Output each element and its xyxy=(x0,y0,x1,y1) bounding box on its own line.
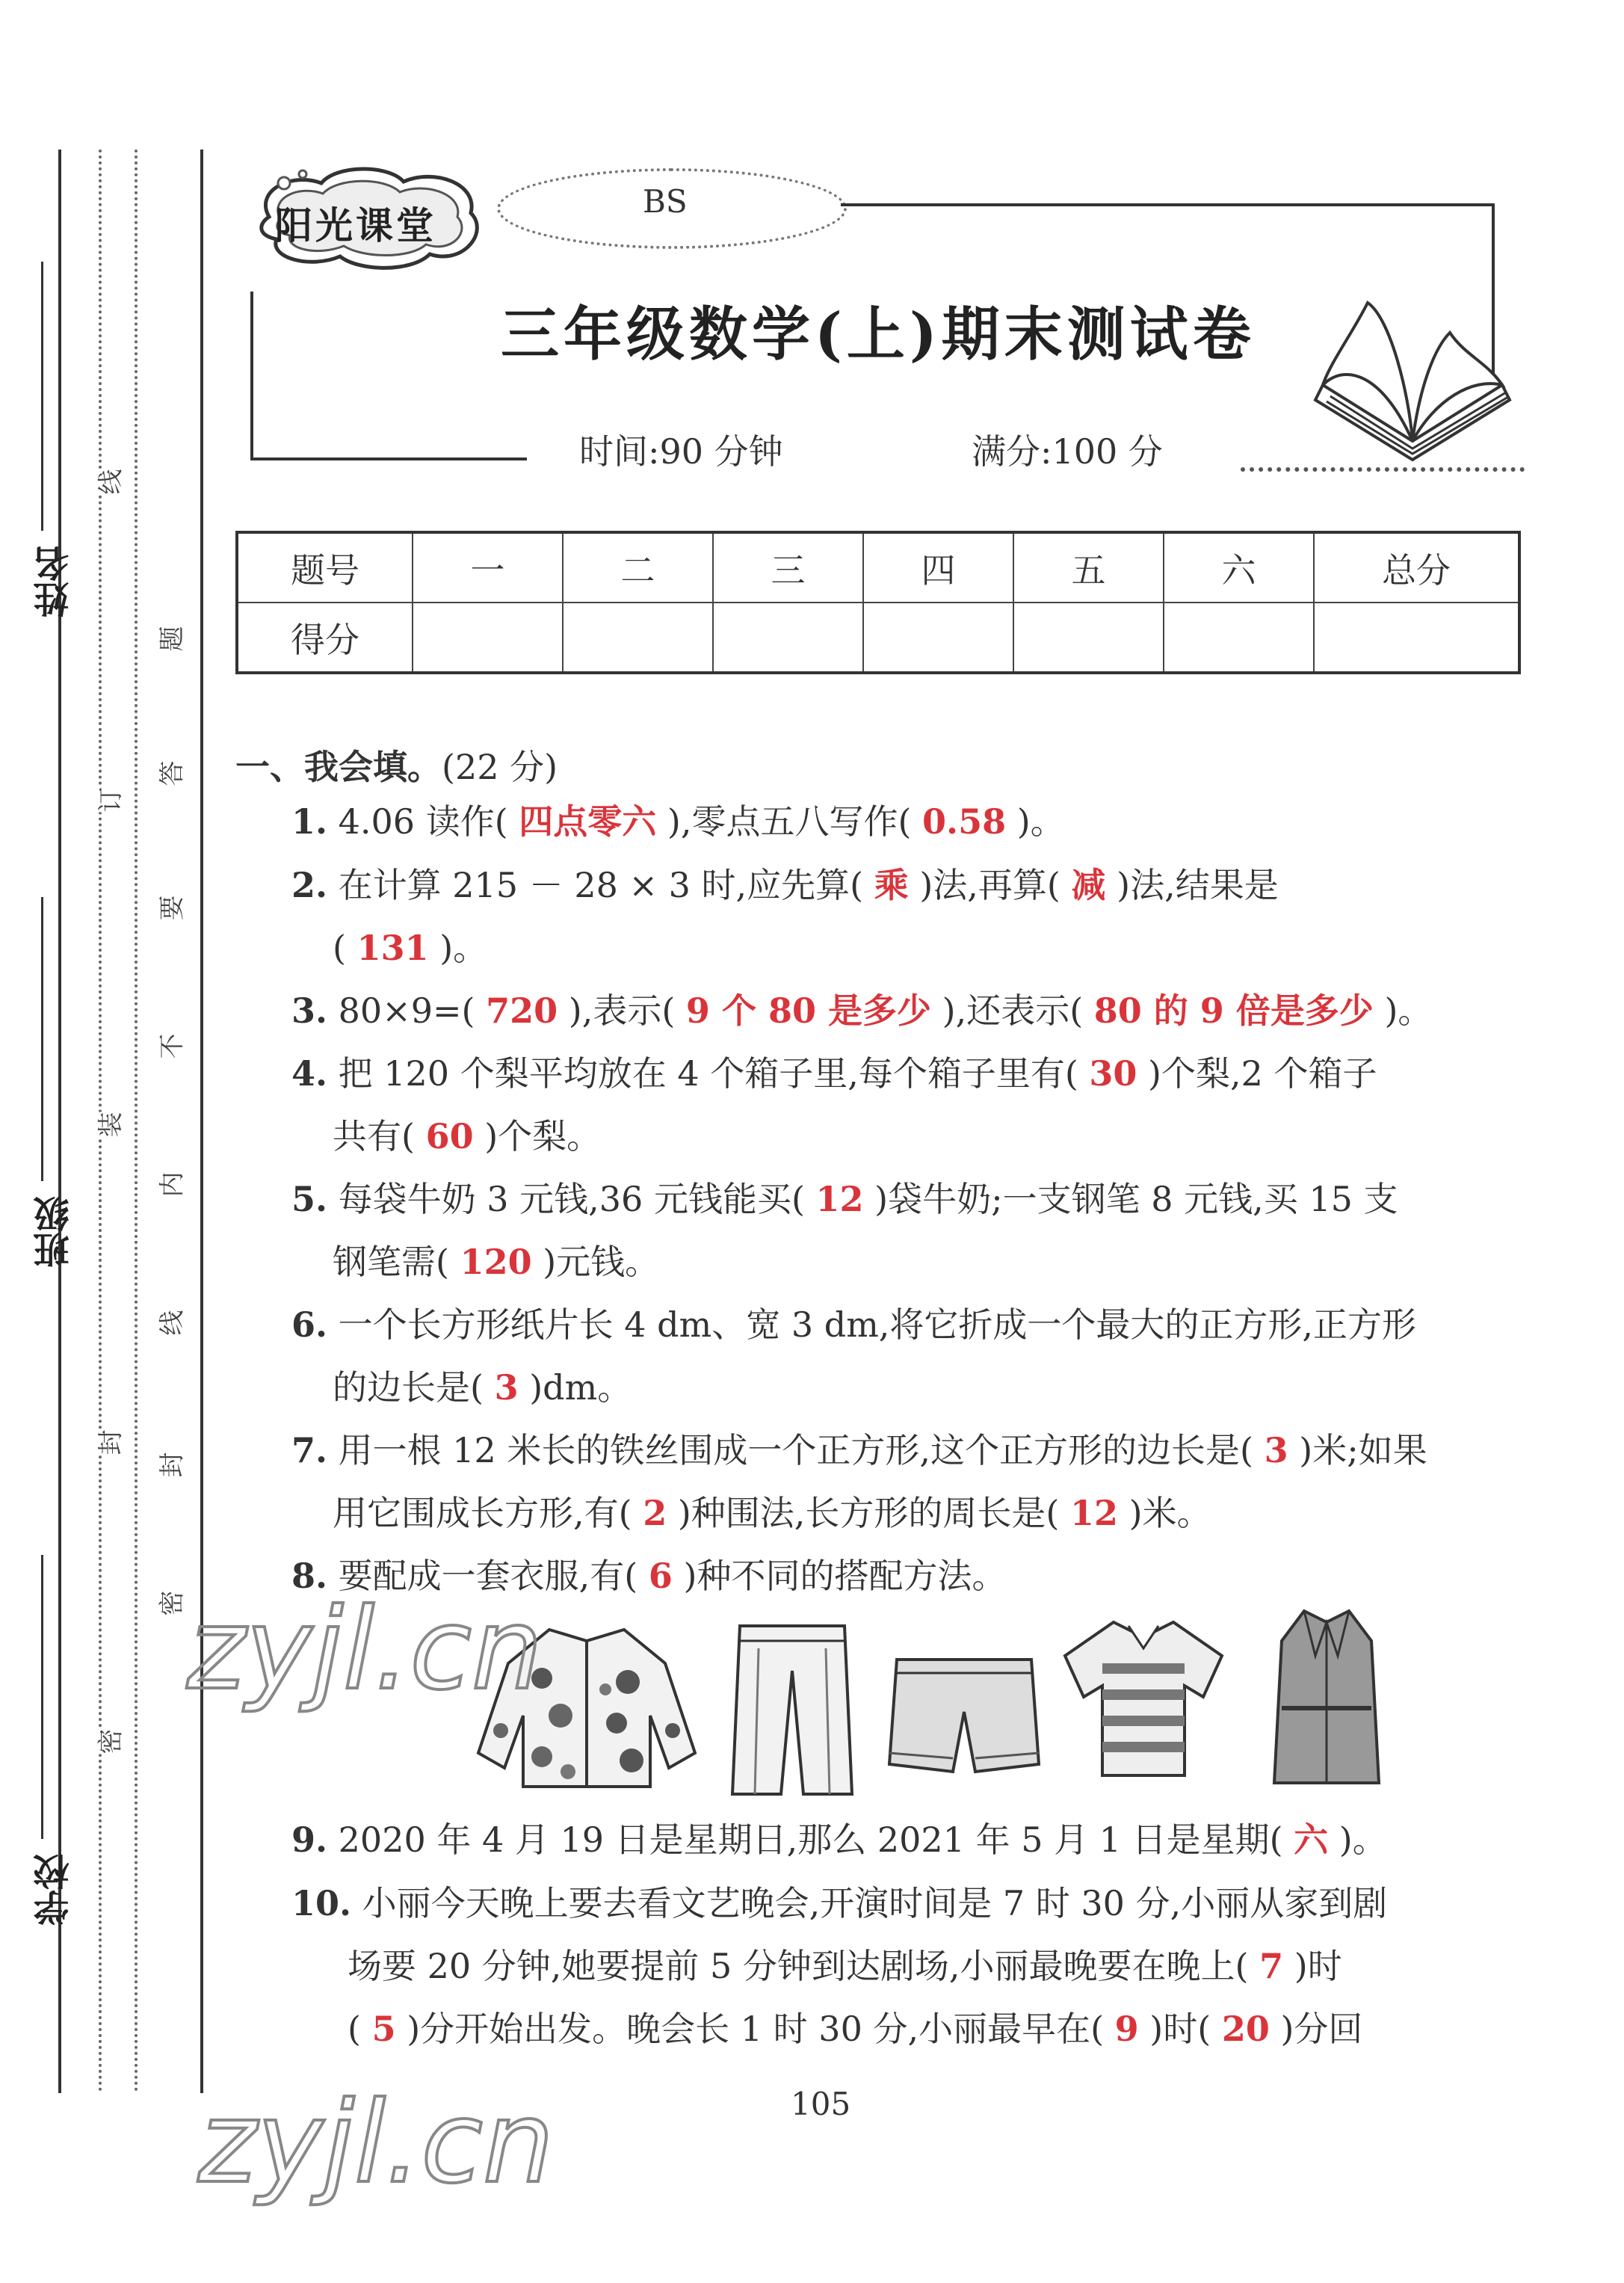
q6-line2-text-2: )dm。 xyxy=(529,1367,632,1408)
q10-answer-4: 20 xyxy=(1221,2009,1270,2049)
q10-answer-3: 9 xyxy=(1114,2009,1139,2049)
q3-text-3: ),还表示( xyxy=(942,990,1084,1031)
shirt-icon xyxy=(1058,1611,1229,1783)
question-4-line-2 xyxy=(333,1109,601,1159)
q6-line2-text-1: 的边长是( xyxy=(333,1367,484,1408)
question-2 xyxy=(291,858,1279,908)
q1-text-1: 4.06 读作( xyxy=(338,801,508,842)
section-1-points: (22 分) xyxy=(442,747,558,787)
question-6-line-2 xyxy=(333,1361,632,1410)
q10-answer-1: 7 xyxy=(1259,1946,1284,1986)
q10-line3-text-1: ( xyxy=(348,2009,361,2049)
q10-line3-text-3: )时( xyxy=(1149,2009,1211,2049)
school-underline xyxy=(41,1555,43,1839)
exam-time: 时间:90 分钟 xyxy=(579,431,783,472)
q2-line2-text-1: ( xyxy=(333,928,346,968)
q6-number: 6. xyxy=(291,1304,328,1345)
q10-line3-text-2: )分开始出发。晚会长 1 时 30 分,小丽最早在( xyxy=(407,2009,1105,2049)
inner-char-mi: 密 xyxy=(157,1590,188,1616)
question-9 xyxy=(291,1813,1387,1862)
inner-char-feng: 封 xyxy=(157,1452,188,1478)
q1-answer-2: 0.58 xyxy=(922,801,1007,842)
score-cell-2[interactable] xyxy=(563,603,713,673)
coat-icon xyxy=(1271,1603,1383,1798)
q1-answer-1: 四点零六 xyxy=(519,801,657,842)
q7-text-2: )米;如果 xyxy=(1299,1430,1427,1470)
q10-line2-text-1: 场要 20 分钟,她要提前 5 分钟到达剧场,小丽最晚要在晚上( xyxy=(348,1946,1249,1986)
section-1-title: 一、我会填。 xyxy=(235,747,442,787)
q10-text-1: 小丽今天晚上要去看文艺晚会,开演时间是 7 时 30 分,小丽从家到剧 xyxy=(362,1883,1388,1923)
question-6 xyxy=(291,1298,1416,1347)
q10-line3-text-4: )分回 xyxy=(1280,2009,1363,2049)
watermark-2: zyjl.cn xyxy=(198,2078,555,2208)
q9-answer-1: 六 xyxy=(1294,1820,1329,1860)
question-1 xyxy=(291,795,1065,844)
question-10-line-2 xyxy=(348,1939,1342,1988)
q10-line2-text-2: )时 xyxy=(1294,1946,1342,1986)
open-book-icon xyxy=(1300,288,1525,475)
score-cell-5[interactable] xyxy=(1013,603,1164,673)
question-2-line-2 xyxy=(333,921,487,970)
question-10 xyxy=(291,1876,1387,1926)
q5-number: 5. xyxy=(291,1179,328,1219)
question-5 xyxy=(291,1172,1398,1221)
inner-char-yao: 要 xyxy=(157,895,188,921)
score-header-1: 一 xyxy=(413,532,563,603)
q8-number: 8. xyxy=(291,1556,328,1596)
inner-char-ti: 题 xyxy=(157,626,188,652)
question-10-line-3 xyxy=(348,2002,1362,2051)
score-header-total: 总分 xyxy=(1314,532,1519,603)
header-top-line xyxy=(841,203,1495,206)
score-cell-1[interactable] xyxy=(413,603,563,673)
q1-text-3: )。 xyxy=(1016,801,1065,842)
binding-solid-line xyxy=(58,150,61,2093)
header-left-line xyxy=(250,292,253,460)
q5-text-2: )袋牛奶;一支钢笔 8 元钱,买 15 支 xyxy=(874,1179,1398,1219)
class-underline xyxy=(41,897,43,1181)
q2-text-3: )法,结果是 xyxy=(1117,865,1279,905)
shorts-icon xyxy=(886,1652,1043,1779)
q3-text-4: )。 xyxy=(1384,990,1433,1031)
q2-text-2: )法,再算( xyxy=(919,865,1060,905)
q4-line2-text-2: )个梨。 xyxy=(484,1116,602,1156)
school-label: 学校 xyxy=(34,1854,75,1926)
q3-answer-3: 80 的 9 倍是多少 xyxy=(1093,990,1374,1031)
inner-char-da: 答 xyxy=(157,760,188,786)
trousers-icon xyxy=(729,1618,856,1798)
edition-label: BS xyxy=(643,183,688,220)
name-label: 姓名 xyxy=(34,546,75,617)
q9-text-1: 2020 年 4 月 19 日是星期日,那么 2021 年 5 月 1 日是星期( xyxy=(338,1820,1283,1860)
binding-solid-line-inner xyxy=(200,150,203,2093)
score-header-6: 六 xyxy=(1164,532,1314,603)
score-header-2: 二 xyxy=(563,532,713,603)
q1-text-2: ),零点五八写作( xyxy=(667,801,912,842)
q4-answer-1: 30 xyxy=(1089,1053,1137,1094)
q10-answer-2: 5 xyxy=(371,2009,396,2049)
score-header-5: 五 xyxy=(1013,532,1164,603)
watermark-1: zyjl.cn xyxy=(187,1585,543,1715)
badge-text: 阳光课堂 xyxy=(275,204,436,247)
q3-answer-1: 720 xyxy=(486,990,558,1031)
side-char-xian: 线 xyxy=(90,469,127,495)
question-3 xyxy=(291,984,1432,1033)
full-score: 满分:100 分 xyxy=(972,431,1163,472)
q7-line2-text-3: )米。 xyxy=(1129,1493,1211,1533)
score-table xyxy=(235,531,1521,674)
side-char-mi: 密 xyxy=(90,1729,127,1754)
inner-char-xian: 线 xyxy=(157,1310,188,1336)
q7-number: 7. xyxy=(291,1430,328,1470)
q4-line2-text-1: 共有( xyxy=(333,1116,415,1156)
q5-answer-2: 120 xyxy=(460,1242,532,1282)
q3-answer-2: 9 个 80 是多少 xyxy=(685,990,931,1031)
section-1-heading xyxy=(235,740,558,789)
q9-number: 9. xyxy=(291,1820,328,1860)
score-row-label: 得分 xyxy=(237,603,413,673)
question-4 xyxy=(291,1047,1377,1096)
side-char-zhuang: 装 xyxy=(90,1112,127,1138)
score-header-3: 三 xyxy=(713,532,863,603)
q10-number: 10. xyxy=(291,1883,352,1923)
score-cell-total[interactable] xyxy=(1314,603,1519,673)
q7-line2-text-1: 用它围成长方形,有( xyxy=(333,1493,632,1533)
q5-answer-1: 12 xyxy=(815,1179,864,1219)
q2-number: 2. xyxy=(291,865,328,905)
side-char-ding: 订 xyxy=(90,787,127,813)
q2-answer-1: 乘 xyxy=(874,865,909,905)
q4-number: 4. xyxy=(291,1053,328,1094)
score-header-label: 题号 xyxy=(237,532,413,603)
q2-answer-2: 减 xyxy=(1071,865,1106,905)
q7-line2-text-2: )种围法,长方形的周长是( xyxy=(677,1493,1060,1533)
score-cell-4[interactable] xyxy=(863,603,1013,673)
question-7-line-2 xyxy=(333,1486,1211,1535)
score-header-4: 四 xyxy=(863,532,1013,603)
q9-text-2: )。 xyxy=(1339,1820,1387,1860)
q8-text-1: 要配成一套衣服,有( xyxy=(338,1556,638,1596)
score-cell-3[interactable] xyxy=(713,603,863,673)
binding-dotted-line-mid xyxy=(135,150,138,2093)
header-bottom-line xyxy=(250,457,527,460)
inner-char-bu: 不 xyxy=(157,1033,188,1059)
q2-answer-3: 131 xyxy=(356,928,429,968)
score-cell-6[interactable] xyxy=(1164,603,1314,673)
q3-text-1: 80×9=( xyxy=(338,990,475,1031)
q4-text-2: )个梨,2 个箱子 xyxy=(1148,1053,1377,1094)
q1-number: 1. xyxy=(291,801,328,842)
name-underline xyxy=(41,262,43,531)
q3-text-2: ),表示( xyxy=(568,990,676,1031)
q4-answer-2: 60 xyxy=(425,1116,474,1156)
question-7 xyxy=(291,1423,1427,1473)
q7-answer-3: 12 xyxy=(1069,1493,1118,1533)
q7-answer-2: 2 xyxy=(643,1493,667,1533)
q6-answer-1: 3 xyxy=(494,1367,519,1408)
q2-line2-text-2: )。 xyxy=(439,928,488,968)
page-number: 105 xyxy=(791,2086,851,2122)
question-5-line-2 xyxy=(333,1235,659,1284)
q8-text-2: )种不同的搭配方法。 xyxy=(683,1556,1007,1596)
q7-answer-1: 3 xyxy=(1264,1430,1288,1470)
q5-line2-text-1: 钢笔需( xyxy=(333,1242,449,1282)
q3-number: 3. xyxy=(291,990,328,1031)
inner-char-nei: 内 xyxy=(157,1171,188,1198)
q4-text-1: 把 120 个梨平均放在 4 个箱子里,每个箱子里有( xyxy=(338,1053,1078,1094)
q2-text-1: 在计算 215 － 28 × 3 时,应先算( xyxy=(338,865,864,905)
q8-answer-1: 6 xyxy=(648,1556,673,1596)
q5-line2-text-2: )元钱。 xyxy=(543,1242,660,1282)
q7-text-1: 用一根 12 米长的铁丝围成一个正方形,这个正方形的边长是( xyxy=(338,1430,1254,1470)
q5-text-1: 每袋牛奶 3 元钱,36 元钱能买( xyxy=(338,1179,805,1219)
class-label: 班级 xyxy=(34,1196,75,1268)
q6-text-1: 一个长方形纸片长 4 dm、宽 3 dm,将它折成一个最大的正方形,正方形 xyxy=(338,1304,1417,1345)
page-title: 三年级数学(上)期末测试卷 xyxy=(501,301,1256,369)
side-char-feng: 封 xyxy=(90,1430,127,1455)
